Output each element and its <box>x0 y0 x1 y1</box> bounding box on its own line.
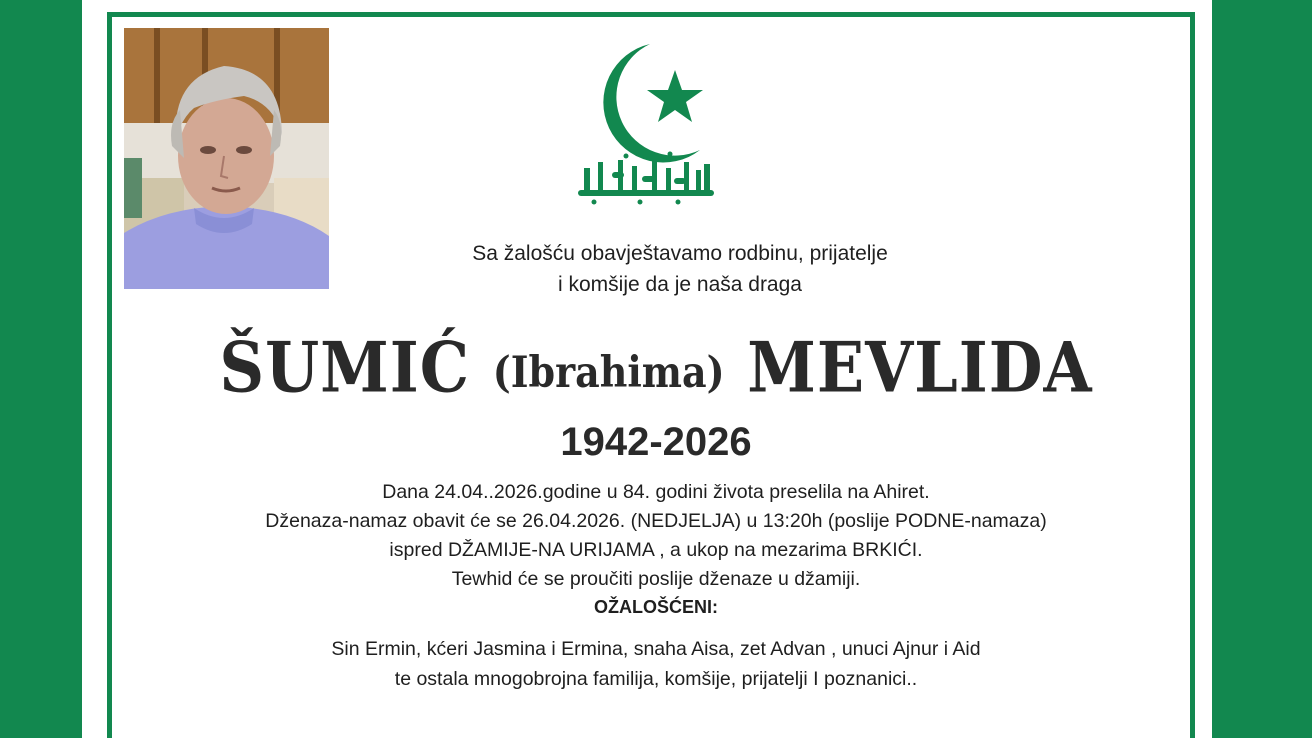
detail-line: Dana 24.04..2026.godine u 84. godini života preselila na Ahiret. <box>382 481 930 503</box>
crescent-star-icon <box>603 44 703 162</box>
life-years: 1942-2026 <box>560 420 752 464</box>
intro-text <box>330 238 1030 300</box>
right-green-band <box>1212 0 1312 738</box>
detail-line: Tewhid će se proučiti poslije dženaze u džamiji. <box>451 568 861 590</box>
portrait-photo <box>124 28 329 289</box>
islamic-emblem <box>570 40 720 215</box>
father-name: (Ibrahima) <box>492 346 725 397</box>
detail-line: Dženaza-namaz obavit će se 26.04.2026. (NEDJELJA) u 13:20h (poslije PODNE-namaza) <box>265 510 1047 532</box>
mourner-line: te ostala mnogobrojna familija, komšije, prijatelji I poznanici.. <box>394 668 918 690</box>
mourners-list <box>107 634 1205 694</box>
intro-line: i komšije da je naša draga <box>558 273 802 296</box>
left-green-band <box>0 0 82 738</box>
detail-line: ispred DŽAMIJE-NA URIJAMA , a ukop na mezarima BRKIĆI. <box>389 539 923 561</box>
deceased-name <box>107 312 1205 428</box>
first-name: MEVLIDA <box>747 326 1093 409</box>
surname: ŠUMIĆ <box>219 326 471 409</box>
intro-line: Sa žalošću obavještavamo rodbinu, prijatelje <box>472 242 888 265</box>
funeral-details <box>107 478 1205 594</box>
mourner-line: Sin Ermin, kćeri Jasmina i Ermina, snaha Aisa, zet Advan , unuci Ajnur i Aid <box>331 638 981 660</box>
mourners-title: OŽALOŠĆENI: <box>594 597 718 617</box>
